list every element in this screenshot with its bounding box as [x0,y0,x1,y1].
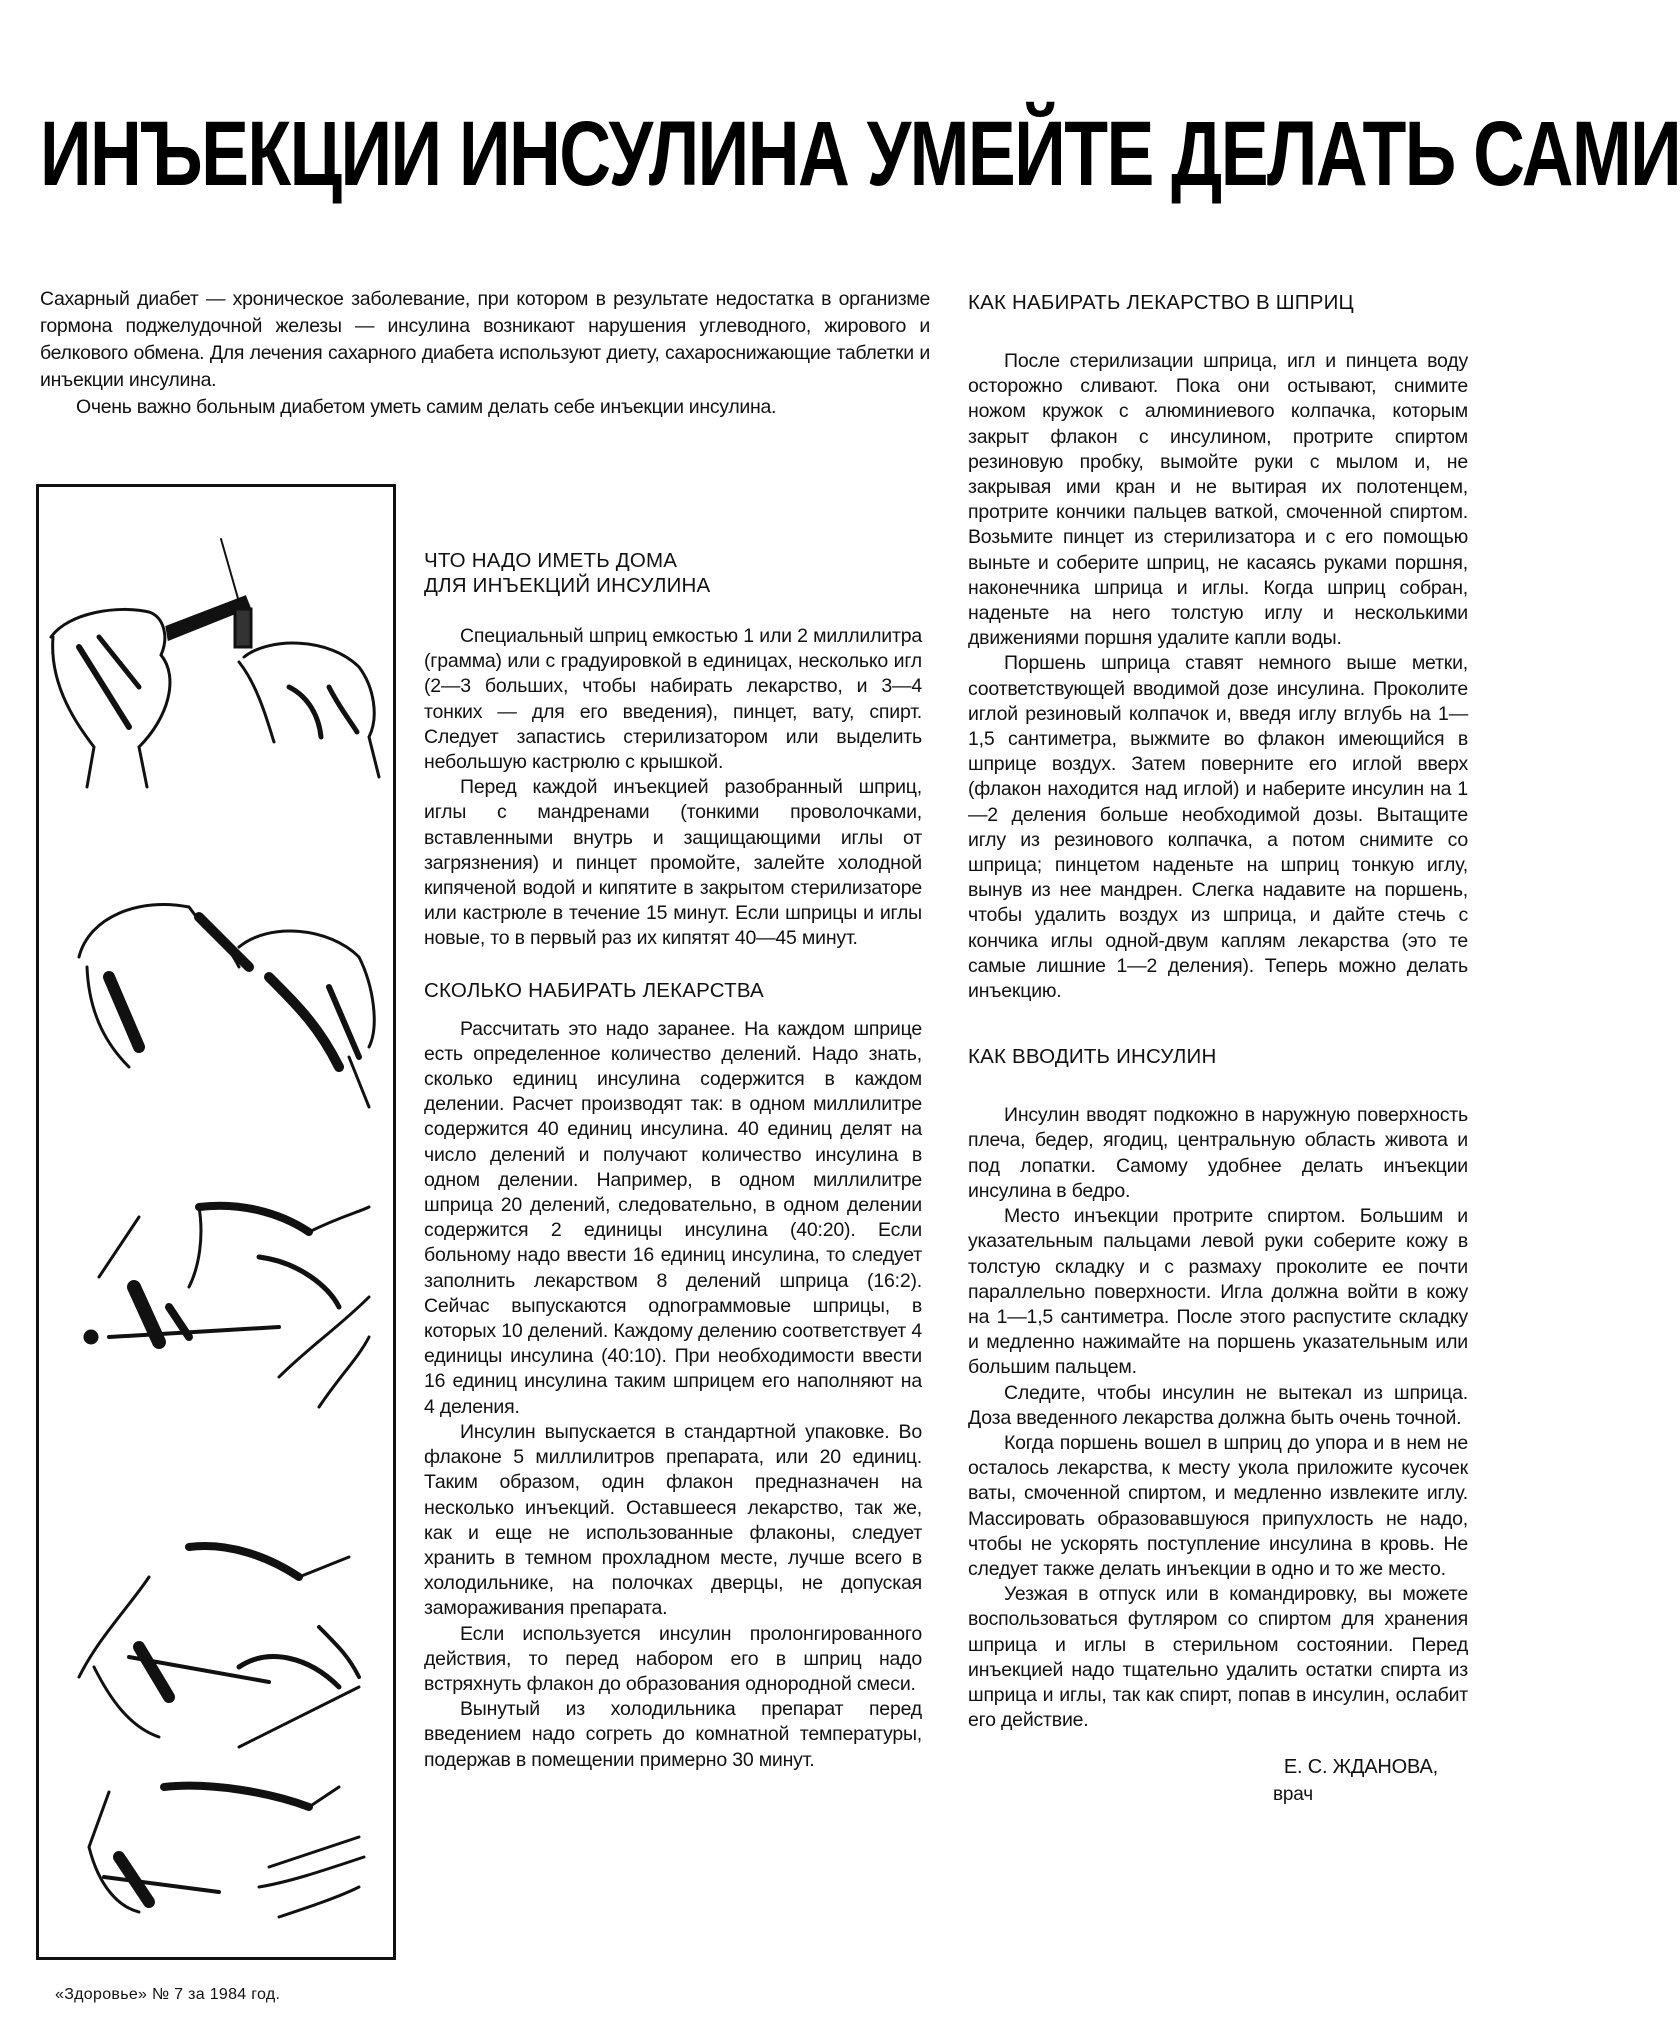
section-title-how-much: СКОЛЬКО НАБИРАТЬ ЛЕКАРСТВА [424,978,764,1002]
illustration-hand-filling [79,1546,359,1747]
middle-column [424,548,922,1773]
paragraph: Если используется инсулин пролонгированного действия, то перед набором его в шприц надо встряхнуть флакон до образования однородной смеси. [424,1622,922,1695]
section-title-how-to-draw: КАК НАБИРАТЬ ЛЕКАРСТВО В ШПРИЦ [968,291,1354,314]
illustration-hands-vial [79,904,374,1107]
illustration-hand-withdrawing [89,1786,364,1917]
author-signature [968,1753,1468,1809]
paragraph: Инсулин вводят подкожно в наружную поверхность плеча, бедер, ягодиц, центральную область живота и под лопатки. Самому удобнее делать инъекции инсулина в бедро. [968,1104,1468,1202]
intro-paragraph: Очень важно больным диабетом уметь самим делать себе инъекции инсулина. [76,396,777,418]
paragraph: Место инъекции протрите спиртом. Большим и указательным пальцами левой руки соберите кожу в толстую складку и с размаху проколите ее почти параллельно поверхности. Игла должна войти в кожу на 1—1,5 сантиметра. После этого распустите складку и медленно нажимайте на поршень указательным или большим пальцем. [968,1205,1468,1379]
paragraph: Перед каждой инъекцией разобранный шприц, иглы с мандренами (тонкими проволочками, вставленными внутрь и защищающими иглы от загрязнения) и пинцет промойте, залейте холодной кипяченой водой и кипятите в закрытом стерилизаторе или кастрюле в течение 15 минут. Если шприцы и иглы новые, то в первый раз их кипятят 40—45 минут. [424,776,922,950]
paragraph: Поршень шприца ставят немного выше метки, соответствующей вводимой дозе инсулина. Проколите иглой резиновый колпачок и, введя иглу вглубь на 1—1,5 сантиметра, выжмите во флакон имеющийся в шприце воздух. Затем поверните его иглой вверх (флакон находится над иглой) и наберите инсулин на 1—2 деления больше необходимой дозы. Вытащите иглу из резинового колпачка, а потом снимите со шприца; пинцетом наденьте на шприц тонкую иглу, вынув из нее мандрен. Слегка надавите на поршень, чтобы удалить воздух из шприца, и дайте стечь с кончика иглы одной-двум каплям лекарства (это те самые лишние 1—2 деления). Теперь можно делать инъекцию. [968,652,1468,1003]
paragraph: Вынутый из холодильника препарат перед введением надо согреть до комнатной температуры, подержав в помещении примерно 30 минут. [424,1698,922,1771]
section-title-what-needed: ЧТО НАДО ИМЕТЬ ДОМА [424,549,678,572]
source-citation: «Здоровье» № 7 за 1984 год. [55,1986,281,2003]
paragraph: Инсулин выпускается в стандартной упаковке. Во флаконе 5 миллилитров препарата, или 20 единиц. Таким образом, один флакон предназначен на несколько инъекций. Оставшееся лекарство, так же, как и еще не использованные флаконы, следует хранить в темном прохладном месте, лучше всего в холодильнике, на полочках дверцы, не допуская замораживания препарата. [424,1420,922,1620]
author-role: врач [1273,1784,1313,1806]
paragraph: Следите, чтобы инсулин не вытекал из шприца. Доза введенного лекарства должна быть очень точной. [968,1381,1468,1429]
intro-section [40,286,930,421]
section-title-what-needed-2: ДЛЯ ИНЪЕКЦИЙ ИНСУЛИНА [424,574,711,597]
right-column [968,290,1468,1809]
paragraph: После стерилизации шприца, игл и пинцета воду осторожно сливают. Пока они остывают, снимите ножом кружок с алюминиевого колпачка, которым закрыт флакон с инсулином, протрите спиртом резиновую пробку, вымойте руки с мылом и, не закрывая ими кран и не вытирая их полотенцем, протрите кончики пальцев ваткой, смоченной спиртом. Возьмите пинцет из стерилизатора и с его помощью выньте и соберите шприц, не касаясь руками поршня, наконечника шприца и иглы. Когда шприц собран, наденьте на него толстую иглу и несколькими движениями поршня удалите капли воды. [968,350,1468,650]
section-title-how-to-inject: КАК ВВОДИТЬ ИНСУЛИН [968,1045,1217,1069]
illustrations-svg [39,487,393,1957]
illustration-frame [36,484,396,1960]
paragraph: Когда поршень вошел в шприц до упора и в нем не осталось лекарства, к месту укола приложите кусочек ваты, смоченной спиртом, и медленно извлеките иглу. Массировать образовавшуюся припухлость не надо, чтобы не ускорять поступление инсулина в кровь. Не следует также делать инъекции в одно и то же место. [968,1431,1468,1580]
illustration-hand-injecting-thigh [85,1206,369,1407]
illustration-hands-tweezers [51,539,379,787]
author-name: Е. С. ЖДАНОВА, [1283,1756,1438,1779]
article-headline [40,102,1680,205]
headline-text: ИНЪЕКЦИИ ИНСУЛИНА УМЕЙТЕ ДЕЛАТЬ САМИ [40,102,1680,205]
paragraph: Рассчитать это надо заранее. На каждом шприце есть определенное количество делений. Надо знать, сколько единиц инсулина содержится в каждом делении. Расчет производят так: в одном миллилитре содержится 40 единиц инсулина. 40 единиц делят на число делений и получают количество инсулина в одном делении. Например, в одном миллилитре шприца 20 делений, следовательно, в одном делении содержится 2 единицы инсулина (40:20). Если больному надо ввести 16 единиц инсулина, то следует заполнить лекарством 8 делений шприца (16:2). Сейчас выпускаются одnограммовые шприцы, в которых 10 делений. Каждому делению соответствует 4 единицы инсулина (40:10). При необходимости ввести 16 единиц инсулина таким шприцем его наполняют на 4 деления. [424,1017,922,1418]
paragraph: Уезжая в отпуск или в командировку, вы можете воспользоваться футляром со спиртом для хранения шприца и иглы в стерильном состоянии. Перед инъекцией надо тщательно удалить остатки спирта из шприца и иглы, так как спирт, попав в инсулин, ослабит его действие. [968,1583,1468,1732]
paragraph: Специальный шприц емкостью 1 или 2 миллилитра (грамма) или с градуировкой в единицах, несколько игл (2—3 больших, чтобы набирать лекарство, и 3—4 тонких — для его введения), пинцет, вату, спирт. Следует запастись стерилизатором или выделить небольшую кастрюлю с крышкой. [424,625,922,774]
intro-paragraph: Сахарный диабет — хроническое заболевание, при котором в результате недостатка в организме гормона поджелудочной железы — инсулина возникают нарушения углеводного, жирового и белкового обмена. Для лечения сахарного диабета используют диету, сахароснижающие таблетки и инъекции инсулина. [40,288,930,391]
